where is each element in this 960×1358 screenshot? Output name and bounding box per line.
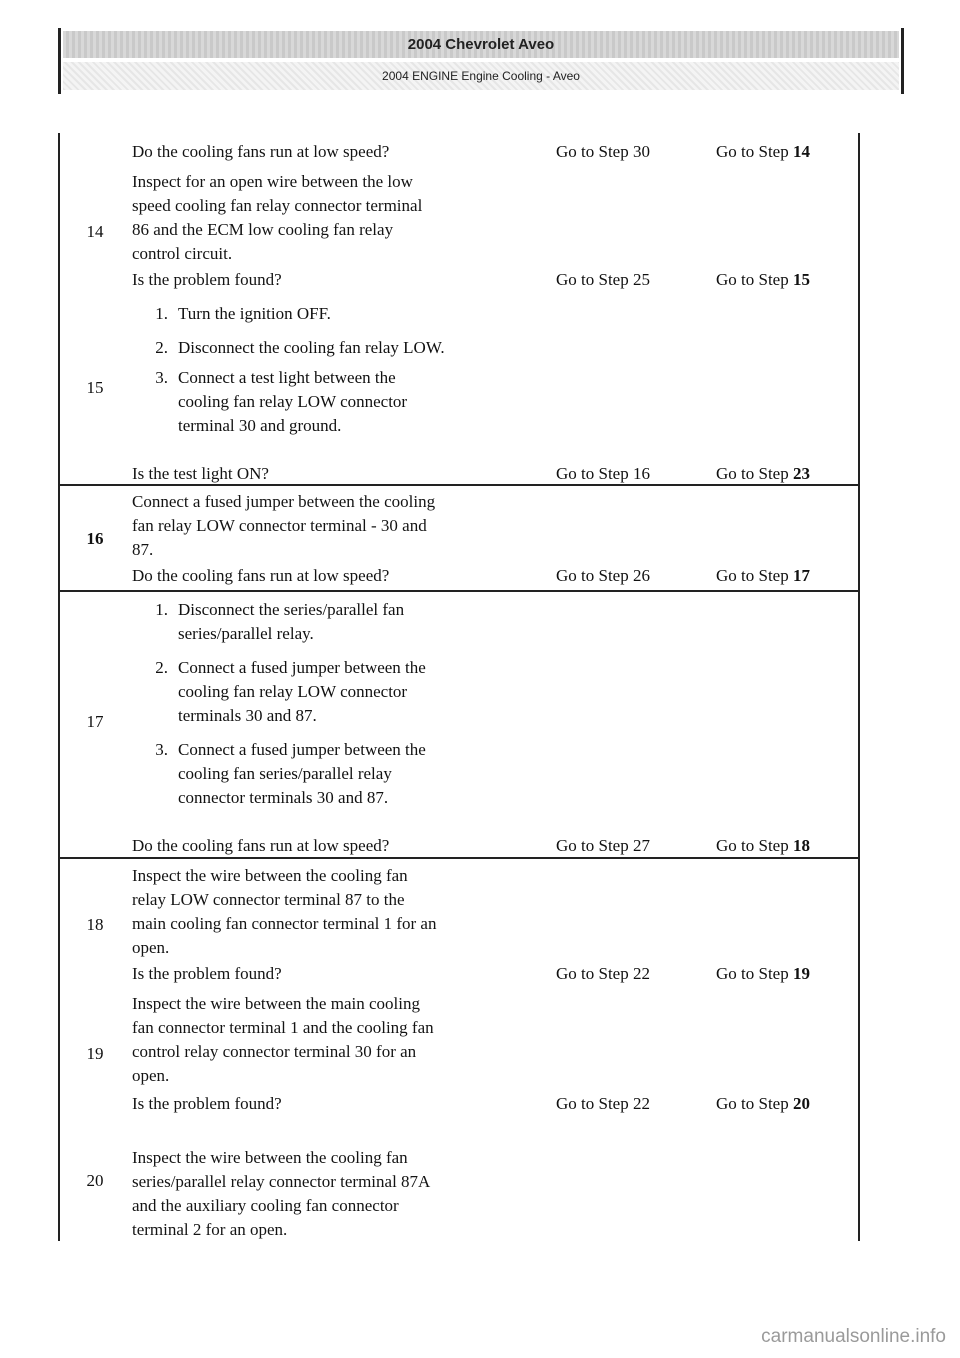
step-number: 17 [86,712,104,731]
yes-result: Go to Step 26 [556,566,650,585]
action-text: relay LOW connector terminal 87 to the [132,890,405,909]
header-subtitle: 2004 ENGINE Engine Cooling - Aveo [63,62,899,90]
yes-result: Go to Step 30 [556,142,650,161]
step-number: 14 [86,222,104,241]
question-text: Do the cooling fans run at low speed? [132,836,390,855]
row-divider [60,590,858,592]
question-text: Is the test light ON? [132,464,269,483]
question-text: Is the problem found? [132,270,282,289]
question-text: Is the problem found? [132,1094,282,1113]
page-header [58,28,904,94]
question-text: Do the cooling fans run at low speed? [132,142,390,161]
header-title: 2004 Chevrolet Aveo [63,31,899,58]
step-number: 20 [86,1171,104,1190]
action-text: main cooling fan connector terminal 1 for an [132,914,437,933]
action-text: Inspect for an open wire between the low [132,172,413,191]
watermark-link[interactable]: carmanualsonline.info [761,1326,946,1347]
no-result: Go to Step 20 [716,1094,810,1113]
no-result: Go to Step 23 [716,464,810,483]
diagnostic-table: Do the cooling fans run at low speed? Go to Step 30 Go to Step 14 14 Inspect for an open wire between the low speed cooling fan relay connector terminal 86 and the ECM low cooling fan relay control circuit. Is the problem found? Go to Step 25 Go to Step 15 15 1. Turn the ignition OFF. 2. Disconnect the cooling fan relay LOW. 3. Connect a test light between the cooling fan relay LOW connector terminal 30 and ground. Is the test light ON? Go to Step 16 Go to Step 23 16 Connect a fused jumper between the cooling fan relay LOW connector terminal - 30 and 87. Do the cooling fans run at low speed? Go to Step 26 Go to Step 17 17 1. Disconnect the series/parallel fan series/parallel relay. 2. Connect a fused jumper between the cooling fan relay LOW connector terminals 30 and 87. 3. Connect a fused jumper between the cooling fan series/parallel relay connector terminals 30 and 87. Do the cooling fans run at low speed? Go to Step 27 Go to Step 18 18 Inspect the wire between the cooling fan relay LOW connector terminal 87 to the main cooling fan connector terminal 1 for an open. Is the problem found? Go to Step 22 Go to Step 19 19 Inspect the wire between the main cooling fan connector terminal 1 and the cooling fan control relay connector terminal 30 for an open. Is the problem found? Go to Step 22 Go to Step 20 20 Inspect the wire between the cooling fan series/parallel relay connector terminal 87A and the auxiliary cooling fan connector terminal 2 for an open. [58,133,860,1241]
row-divider [60,857,858,859]
step-number: 15 [86,378,104,397]
question-text: Do the cooling fans run at low speed? [132,566,390,585]
step-number: 18 [86,915,104,934]
action-text: terminal 2 for an open. [132,1220,288,1239]
action-text: series/parallel relay connector terminal 87A [132,1172,431,1191]
action-text: 86 and the ECM low cooling fan relay [132,220,394,239]
yes-result: Go to Step 22 [556,1094,650,1113]
action-text: Inspect the wire between the cooling fan [132,866,408,885]
row-divider [60,484,858,486]
yes-result: Go to Step 22 [556,964,650,983]
action-text: control circuit. [132,244,233,263]
no-result: Go to Step 14 [716,142,810,161]
yes-result: Go to Step 16 [556,464,650,483]
action-text: open. [132,1066,170,1085]
action-text: fan connector terminal 1 and the cooling fan [132,1018,434,1037]
action-text: 87. [132,540,154,559]
no-result: Go to Step 15 [716,270,810,289]
action-text: open. [132,938,170,957]
no-result: Go to Step 19 [716,964,810,983]
question-text: Is the problem found? [132,964,282,983]
no-result: Go to Step 18 [716,836,810,855]
action-text: Connect a fused jumper between the cooling [132,492,436,511]
step-number: 16 [86,529,104,548]
action-text: control relay connector terminal 30 for an [132,1042,417,1061]
step-number: 19 [86,1044,104,1063]
action-text: Inspect the wire between the cooling fan [132,1148,408,1167]
yes-result: Go to Step 25 [556,270,650,289]
no-result: Go to Step 17 [716,566,810,585]
action-text: and the auxiliary cooling fan connector [132,1196,399,1215]
action-text: fan relay LOW connector terminal - 30 and [132,516,427,535]
action-text: speed cooling fan relay connector terminal [132,196,423,215]
action-text: Inspect the wire between the main cooling [132,994,420,1013]
yes-result: Go to Step 27 [556,836,650,855]
